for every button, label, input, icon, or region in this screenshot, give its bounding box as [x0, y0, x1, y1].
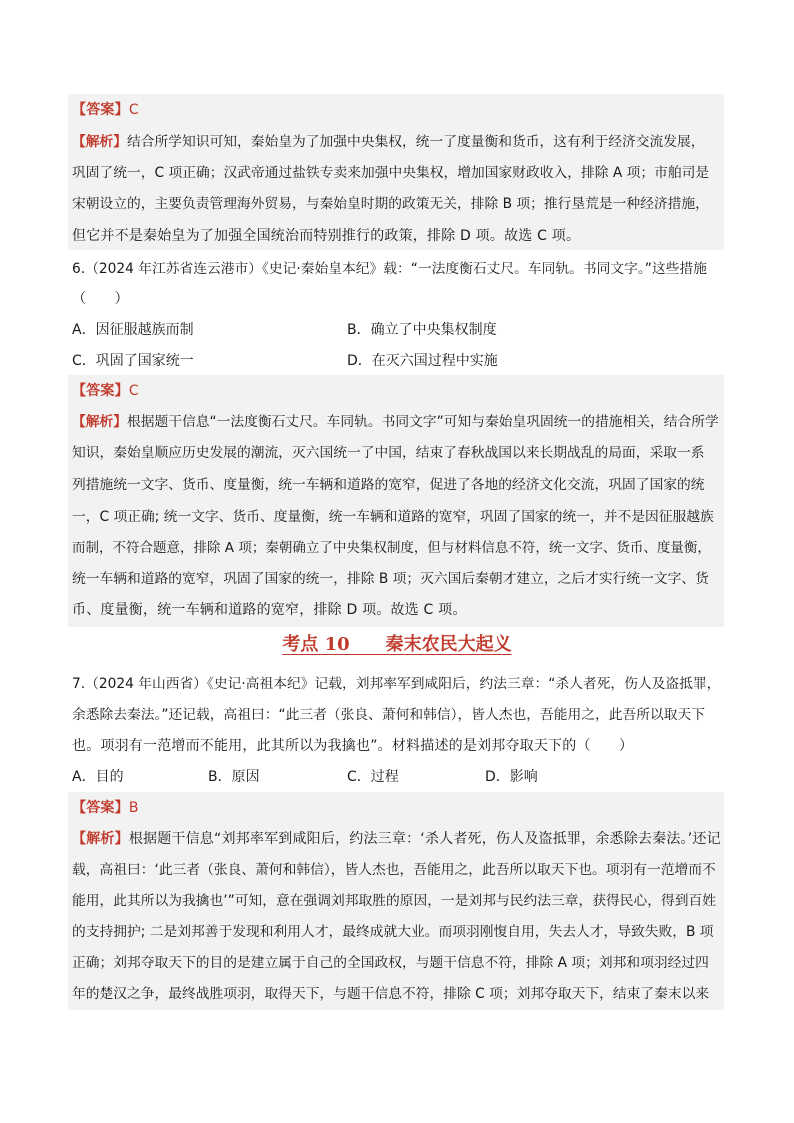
q7-analysis-line: 年的楚汉之争，最终战胜项羽，取得天下，与题干信息不符，排除 C 项；刘邦夺取天下，结束了秦末以来	[72, 986, 710, 1002]
q6-stem: 6.（2024 年江苏省连云港市）《史记·秦始皇本纪》载：“一法度衡石丈尺。车同轨。书同文字。”这些措施	[72, 261, 707, 277]
q5-analysis-line	[72, 132, 705, 152]
q7-analysis-line: 载，高祖曰：‘此三者（张良、萧何和韩信），皆人杰也，吾能用之，此吾所以取天下也。项羽有一范增而不	[72, 862, 716, 878]
q6-analysis-line: 知识，秦始皇顺应历史发展的潮流，灭六国统一了中国，结束了春秋战国以来长期战乱的局面，采取一系	[72, 445, 705, 461]
q5-answer-line	[72, 100, 139, 120]
q7-option-d: D．影响	[485, 769, 538, 785]
q5-answer-value: C	[128, 102, 139, 118]
q7-stem: 也。项羽有一范增而不能用，此其所以为我擒也”。材料描述的是刘邦夺取天下的（ ）	[72, 738, 634, 754]
section-heading-text: 考点 10 秦末农民大起义	[282, 634, 512, 655]
q6-answer-line	[72, 381, 139, 401]
q5-analysis-line: 巩固了统一，C 项正确；汉武帝通过盐铁专卖来加强中央集权，增加国家财政收入，排除 A 项；市舶司是	[72, 165, 710, 181]
q7-analysis-line: 的支持拥护; 二是刘邦善于发现和利用人才，最终成就大业。而项羽刚愎自用，失去人才，导致失败，B 项	[72, 924, 714, 940]
q7-stem: 余悉除去秦法。”还记载，高祖曰：“此三者（张良、萧何和韩信），皆人杰也，吾能用之，此吾所以取天下	[72, 707, 706, 723]
q6-answer-value: C	[128, 383, 139, 399]
q6-option-c: C．巩固了国家统一	[72, 353, 194, 369]
q6-analysis-line: 一，C 项正确; 统一文字、货币、度量衡，统一车辆和道路的宽窄，巩固了国家的统一，并不是因征服越族	[72, 509, 714, 525]
q7-answer-line	[72, 798, 139, 818]
analysis-tag: 【解析】	[72, 414, 128, 430]
answer-tag: 【答案】	[72, 383, 129, 399]
q6-analysis-line: 统一车辆和道路的宽窄，巩固了国家的统一，排除 B 项；灭六国后秦朝才建立，之后才实行统一文字、货	[72, 571, 709, 587]
q7-option-b: B．原因	[208, 769, 260, 785]
section-heading	[0, 632, 794, 658]
q7-analysis-line	[72, 829, 721, 849]
answer-tag: 【答案】	[72, 800, 129, 816]
q7-option-a: A．目的	[72, 769, 124, 785]
q6-analysis-line: 而制，不符合题意，排除 A 项；秦朝确立了中央集权制度，但与材料信息不符，统一文字、货币、度量衡，	[72, 540, 711, 556]
analysis-text: 根据题干信息“一法度衡石丈尺。车同轨。书同文字”可知与秦始皇巩固统一的措施相关，结合所学	[127, 414, 719, 430]
q7-option-c: C．过程	[347, 769, 399, 785]
answer-tag: 【答案】	[72, 102, 129, 118]
q6-option-a: A．因征服越族而制	[72, 322, 194, 338]
q5-analysis-line: 宋朝设立的，主要负责管理海外贸易，与秦始皇时期的政策无关，排除 B 项；推行垦荒是一种经济措施，	[72, 196, 709, 212]
q6-analysis-line: 币、度量衡，统一车辆和道路的宽窄，排除 D 项。故选 C 项。	[72, 602, 467, 618]
analysis-tag: 【解析】	[72, 831, 129, 847]
q7-answer-value: B	[128, 800, 139, 816]
analysis-text: 根据题干信息“刘邦率军到咸阳后，约法三章：‘杀人者死，伤人及盗抵罪，余悉除去秦法。’还记	[128, 831, 721, 847]
q5-analysis-line: 但它并不是秦始皇为了加强全国统治而特别推行的政策，排除 D 项。故选 C 项。	[72, 228, 581, 244]
q7-analysis-line: 正确；刘邦夺取天下的目的是建立属于自己的全国政权，与题干信息不符，排除 A 项；刘邦和项羽经过四	[72, 955, 709, 971]
analysis-text: 结合所学知识可知，秦始皇为了加强中央集权，统一了度量衡和货币，这有利于经济交流发展，	[127, 134, 705, 150]
q7-analysis-line: 能用，此其所以为我擒也’”可知，意在强调刘邦取胜的原因，一是刘邦与民约法三章，获得民心，得到百姓	[72, 893, 716, 909]
q6-option-d: D．在灭六国过程中实施	[347, 353, 498, 369]
q6-stem-blank: （ ）	[72, 291, 129, 307]
q6-option-b: B．确立了中央集权制度	[347, 322, 497, 338]
q7-stem: 7.（2024 年山西省）《史记·高祖本纪》记载，刘邦率军到咸阳后，约法三章：“杀人者死，伤人及盗抵罪，	[72, 676, 721, 692]
q6-analysis-line	[72, 412, 719, 432]
analysis-tag: 【解析】	[72, 134, 128, 150]
q6-analysis-line: 列措施统一文字、货币、度量衡，统一车辆和道路的宽窄，促进了各地的经济文化交流，巩固了国家的统	[72, 477, 705, 493]
